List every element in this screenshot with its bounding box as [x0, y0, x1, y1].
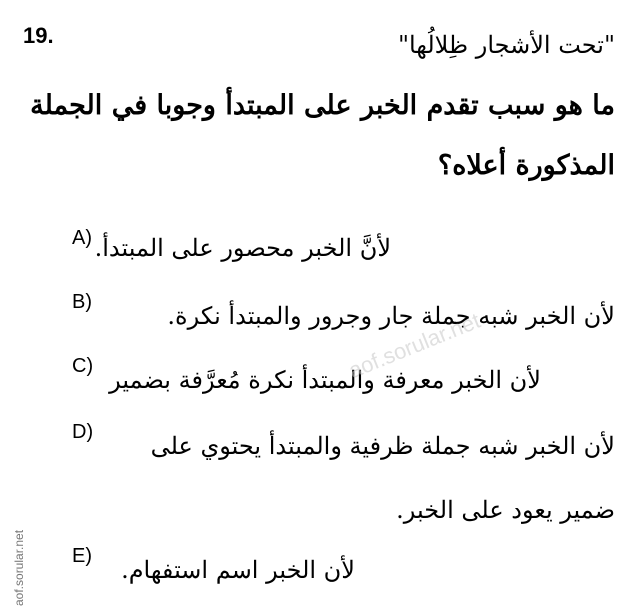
question-stem-line-1: ما هو سبب تقدم الخبر على المبتدأ وجوبا في الجملة [30, 90, 615, 121]
option-e-letter[interactable]: E) [72, 545, 92, 567]
option-b-text[interactable]: لأن الخبر شبه جملة جار وجرور والمبتدأ نكرة. [167, 302, 615, 330]
diagonal-watermark: aof.sorular.net [345, 307, 484, 384]
option-c-text[interactable]: لأن الخبر معرفة والمبتدأ نكرة مُعرَّفة بضمير [109, 366, 541, 394]
option-e-text[interactable]: لأن الخبر اسم استفهام. [121, 556, 355, 584]
question-number: 19. [23, 23, 54, 48]
option-a-letter[interactable]: A) [72, 227, 92, 249]
question-stem-line-2: المذكورة أعلاه؟ [437, 150, 615, 181]
side-watermark: aof.sorular.net [12, 529, 26, 606]
option-b-letter[interactable]: B) [72, 291, 92, 313]
question-quote: "تحت الأشجار ظِلالُها" [397, 31, 615, 59]
option-d-text-line-2[interactable]: ضمير يعود على الخبر. [396, 496, 615, 524]
option-c-letter[interactable]: C) [72, 355, 94, 377]
option-d-text-line-1[interactable]: لأن الخبر شبه جملة ظرفية والمبتدأ يحتوي على [150, 432, 615, 460]
option-d-letter[interactable]: D) [72, 421, 94, 443]
option-a-text[interactable]: لأنَّ الخبر محصور على المبتدأ. [94, 234, 391, 262]
